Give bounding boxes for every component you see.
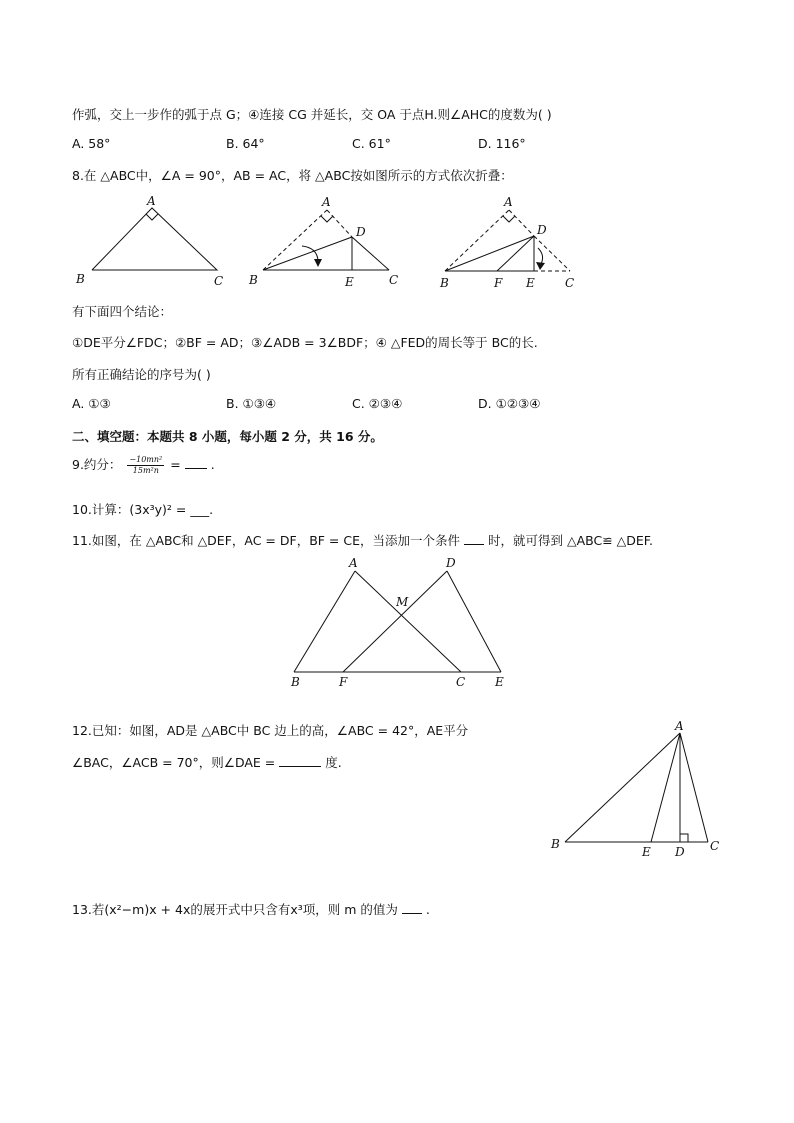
q9-numerator: −10mn² (129, 455, 163, 464)
fig3-label-e: E (526, 276, 535, 290)
q9-end: . (210, 457, 215, 472)
q12-label-a: A (675, 719, 684, 733)
q8-conclusions: ①DE平分∠FDC；②BF = AD；③∠ADB = 3∠BDF；④ △FED的周长等于 BC的长. (72, 335, 538, 350)
q8-option-b: B. ①③④ (226, 396, 277, 411)
fig3-label-b: B (440, 276, 449, 290)
q12-label-d: D (675, 845, 685, 859)
q11-label-f: F (339, 675, 348, 689)
q11-after: 时，就可得到 △ABC≌ △DEF. (487, 533, 653, 548)
q10-text: 10.计算：(3x³y)² = ___. (72, 502, 214, 517)
q8-option-d: D. ①②③④ (478, 396, 541, 411)
fig3-label-c: C (565, 276, 575, 290)
fig2-label-b: B (249, 273, 258, 287)
q7-tail-text: 作弧，交上一步作的弧于点 G；④连接 CG 并延长，交 OA 于点H.则∠AHC的度数为( ) (72, 107, 552, 122)
q11-label-b: B (291, 675, 300, 689)
q13-answer-blank[interactable] (402, 901, 422, 914)
fig2-label-a: A (322, 195, 331, 209)
q12-after: 度. (325, 755, 342, 770)
q7-option-b: B. 64° (226, 136, 265, 151)
fig1-label-b: B (76, 272, 85, 286)
q12-label-e: E (642, 845, 651, 859)
q8-option-a: A. ①③ (72, 396, 111, 411)
q11-label-d: D (446, 556, 456, 570)
q12-before: ∠BAC，∠ACB = 70°，则∠DAE = (72, 755, 276, 770)
q7-option-c: C. 61° (352, 136, 391, 151)
q9-prefix: 9.约分： (72, 457, 122, 472)
q11-label-m: M (396, 595, 409, 609)
q9-equals: = (170, 457, 181, 472)
q9-denominator: 15m²n (132, 466, 159, 475)
q13-before: 13.若(x²−m)x + 4x的展开式中只含有x³项，则 m 的值为 (72, 902, 398, 917)
q8-ask: 所有正确结论的序号为( ) (72, 367, 211, 382)
fig3-label-d: D (537, 223, 547, 237)
fig2-label-d: D (356, 225, 366, 239)
q11-label-a: A (349, 556, 358, 570)
q7-option-d: D. 116° (478, 136, 526, 151)
q12-line1: 12.已知：如图，AD是 △ABC中 BC 边上的高，∠ABC = 42°，AE平分 (72, 723, 469, 738)
q8-intro: 有下面四个结论： (72, 304, 173, 319)
q13-after: . (425, 902, 430, 917)
q12-label-b: B (551, 837, 560, 851)
fig2-label-c: C (389, 273, 399, 287)
fig3-label-a: A (504, 195, 513, 209)
q7-option-a: A. 58° (72, 136, 111, 151)
q8-option-c: C. ②③④ (352, 396, 403, 411)
fig3-label-f: F (494, 276, 503, 290)
q12-label-c: C (710, 839, 720, 853)
section-2-heading: 二、填空题：本题共 8 小题，每小题 2 分，共 16 分。 (72, 429, 383, 444)
q11-label-e: E (495, 675, 504, 689)
q11-label-c: C (456, 675, 466, 689)
fig1-label-c: C (214, 274, 224, 288)
fig1-label-a: A (147, 194, 156, 208)
q8-stem: 8.在 △ABC中，∠A = 90°，AB = AC，将 △ABC按如图所示的方式依次折叠： (72, 168, 513, 183)
fig2-label-e: E (345, 275, 354, 289)
q13-line (72, 900, 430, 918)
q11-before: 11.如图，在 △ABC和 △DEF，AC = DF，BF = CE，当添加一个条件 (72, 533, 461, 548)
